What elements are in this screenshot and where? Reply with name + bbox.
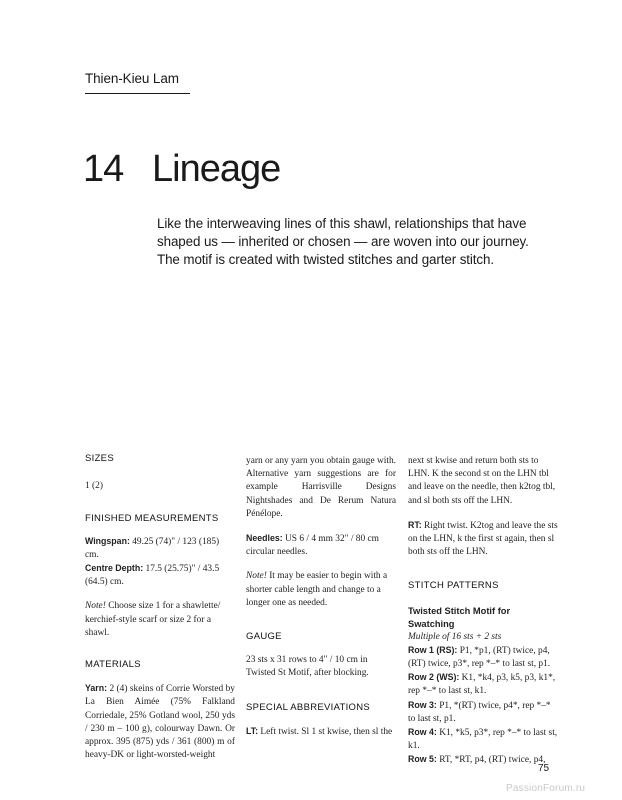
row-text: P1, *(RT) twice, p4*, rep *–* to last st, p1. [408,700,551,724]
lt-definition-continued: next st kwise and return both sts to LHN. K the second st on the LHN tbl and leave on the needle, then k2tog tbl, and sl both sts off the LHN. [408,456,556,506]
materials-heading: MATERIALS [85,659,141,671]
intro-paragraph [157,215,557,269]
abbreviations-heading: SPECIAL ABBREVIATIONS [246,701,371,713]
centre-depth-label: Centre Depth: [85,563,144,574]
column-3 [408,455,558,768]
centre-depth-value: 17.5 (25.75)" / 43.5 (64.5) cm. [85,564,220,588]
gauge-heading: GAUGE [246,631,282,643]
row-label: Row 5: [408,754,437,765]
row-text: K1, *k4, p3, k5, p3, k1*, rep *–* to last st, k1. [408,673,556,697]
wingspan-label: Wingspan: [85,535,130,546]
yarn-label: Yarn: [85,683,108,694]
needles-label: Needles: [246,533,283,544]
sizes-text: 1 (2) [85,481,103,492]
note-text: Choose size 1 for a shawlette/ kerchief-style scarf or size 2 for a shawl. [85,601,221,638]
gauge-text: 23 sts x 31 rows to 4" / 10 cm in Twisted St Motif, after blocking. [246,655,369,679]
intro-line: The motif is created with twisted stitches and garter stitch. [157,252,494,267]
intro-line: Like the interweaving lines of this shawl, relationships that have [157,216,527,231]
row-instruction [408,753,558,767]
rt-text: Right twist. K2tog and leave the sts on the LHN, k the first st again, then sl both sts off the LHN. [408,520,558,558]
row-instruction [408,671,558,698]
page-number: 75 [538,763,550,774]
finished-heading: FINISHED MEASUREMENTS [85,513,219,525]
lt-text: Left twist. Sl 1 st kwise, then sl the [258,726,393,737]
row-instruction [408,699,558,726]
row-label: Row 3: [408,699,437,710]
designer-name: Thien-Kieu Lam [85,71,190,94]
row-label: Row 2 (WS): [408,672,460,683]
row-text: RT, *RT, p4, (RT) twice, p4, [436,755,546,766]
yarn-info [85,682,235,762]
note-label: Note! [246,571,267,582]
yarn-text: 2 (4) skeins of Corrie Worsted by La Bien Aimée (75% Falkland Corriedale, 25% Gotland wool, 250 yds / 230 m – 100 g), colourway Dawn. Or approx. 395 (875) yds / 361 (800) m of heavy-DK or light-worsted-weight [85,684,235,761]
row-instruction [408,644,558,671]
motif-heading: Twisted Stitch Motif for Swatching [408,605,511,629]
centre-depth [85,562,235,589]
row-instruction [408,726,558,753]
watermark: PassionForum.ru [506,783,586,794]
pattern-number: 14 [83,148,124,190]
intro-line: shaped us — inherited or chosen — are woven into our journey. [157,234,529,249]
multiple-note: Multiple of 16 sts + 2 sts [408,631,502,642]
row-text: P1, *p1, (RT) twice, p4, (RT) twice, p3*, rep *–* to last st, p1. [408,645,551,670]
rt-label: RT: [408,519,422,530]
lt-label: LT: [246,725,259,736]
wingspan [85,535,235,562]
note-label: Note! [85,601,106,612]
lt-definition [246,725,396,739]
column-1 [85,452,235,762]
stitch-patterns-heading: STITCH PATTERNS [408,580,499,592]
sizes-heading: SIZES [85,453,114,464]
column-2 [246,455,396,739]
yarn-info-continued: yarn or any yarn you obtain gauge with. Alternative yarn suggestions are for example Harrisville Designs Nightshades and De Rerum Natura Pénélope. [246,456,396,519]
row-text: K1, *k5, p3*, rep *–* to last st, k1. [408,728,558,752]
wingspan-value: 49.25 (74)" / 123 (185) cm. [85,536,220,560]
size-note [85,600,235,640]
rt-definition [408,519,558,560]
needles-note [246,570,396,610]
needles-text: US 6 / 4 mm 32" / 80 cm circular needles. [246,534,379,558]
note-text: It may be easier to begin with a shorter cable length and change to a longer one as needed. [246,571,388,608]
row-label: Row 4: [408,727,437,738]
row-instructions [408,644,558,768]
needles-info [246,532,396,559]
pattern-title: Lineage [152,148,281,190]
row-label: Row 1 (RS): [408,644,458,655]
